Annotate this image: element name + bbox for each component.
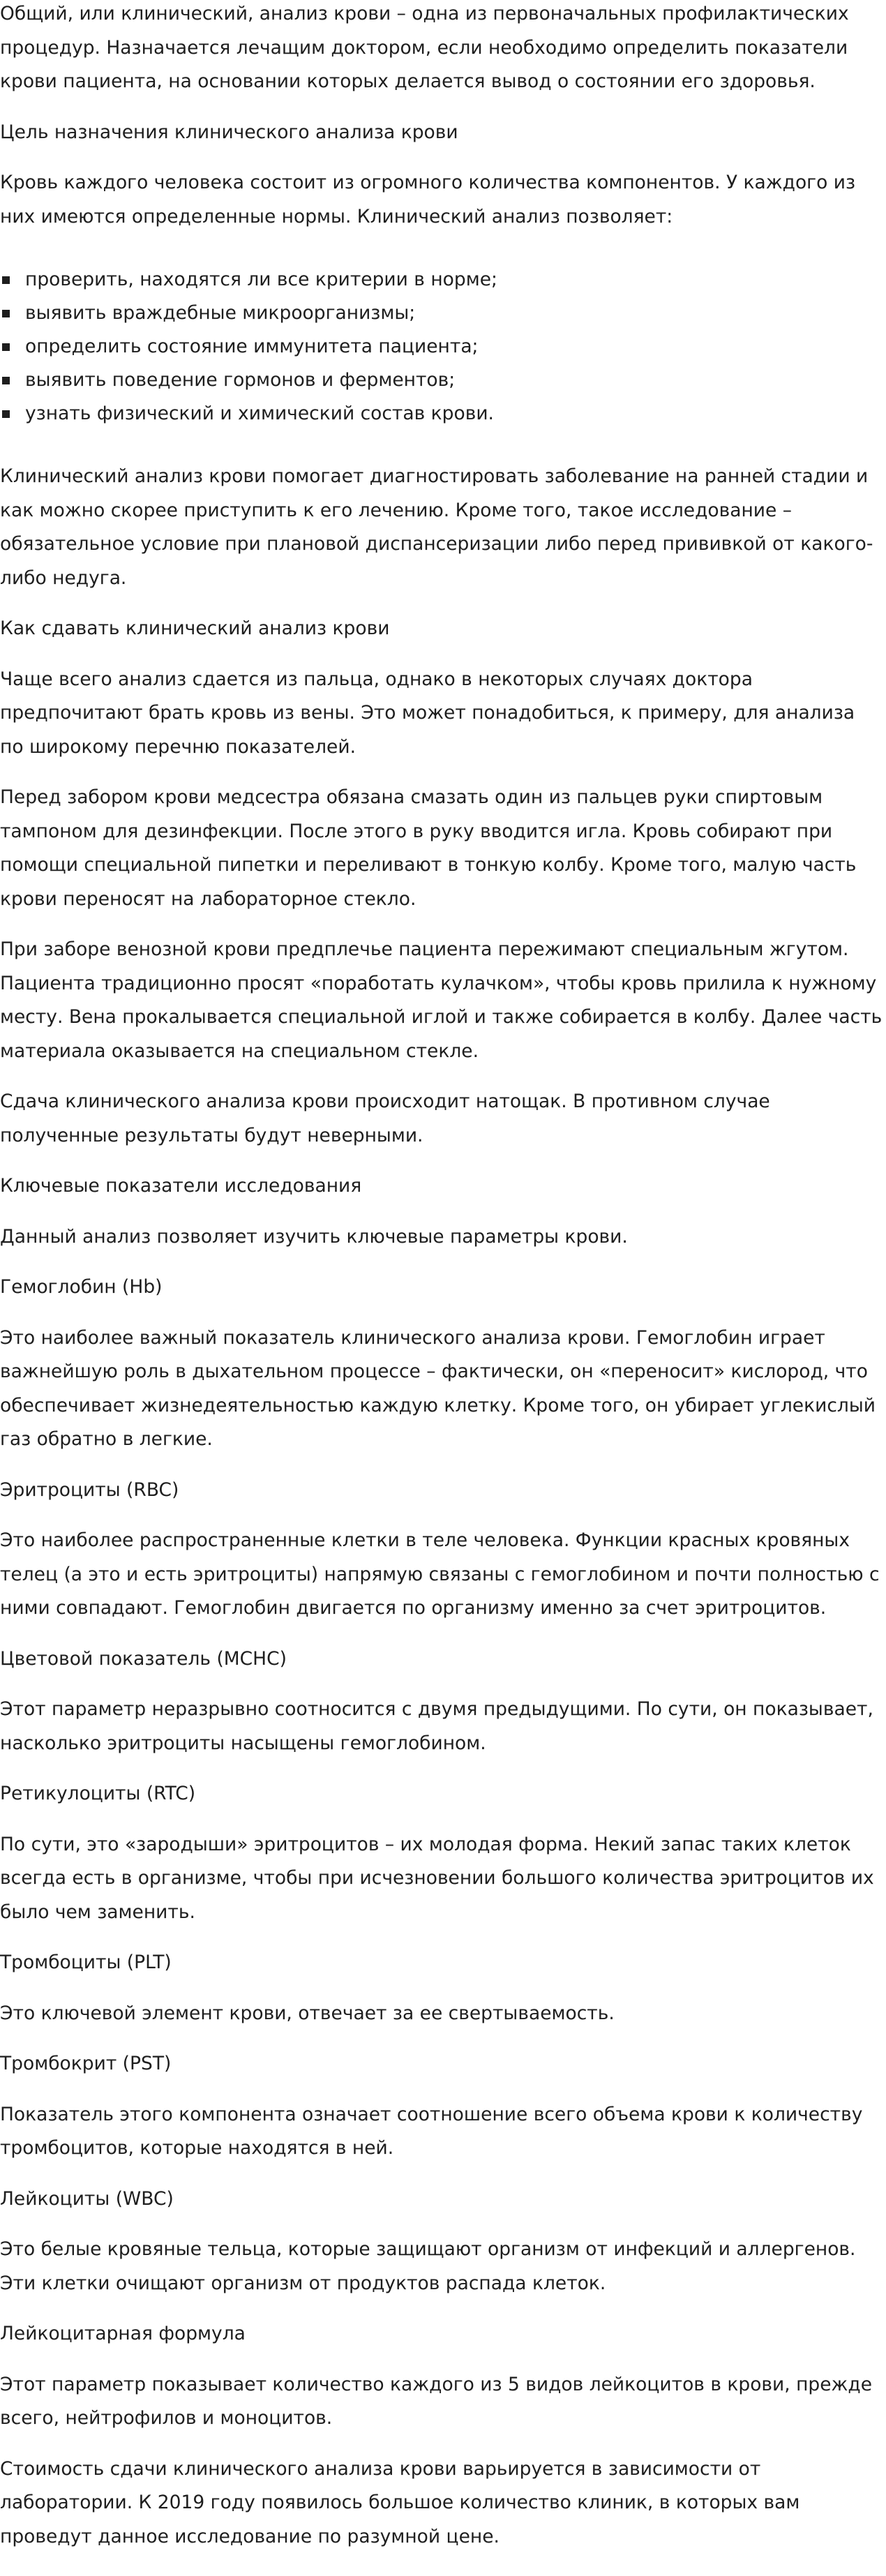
section-heading-howto: Как сдавать клинический анализ крови [0,617,390,639]
bullet-icon [2,343,10,351]
list-item-text: определить состояние иммунитета пациента; [25,336,479,357]
indicator-heading-rtc: Ретикулоциты (RTC) [0,1783,196,1804]
indicator-text-plt: Это ключевой элемент крови, отвечает за ее свертываемость. [0,2002,615,2024]
list-item [0,297,883,330]
indicator-text-pst: Показатель этого компонента означает соотношение всего объема крови к количеству тромбоцитов, которые находятся в ней. [0,2103,863,2159]
indicator-heading-wbc: Лейкоциты (WBC) [0,2187,174,2210]
bullet-icon [2,276,10,284]
howto-paragraph: Чаще всего анализ сдается из пальца, однако в некоторых случаях доктора предпочитают брать кровь из вены. Это может понадобиться, к примеру, для анализа по широкому перечню показателей. [0,668,855,758]
list-item [0,263,883,297]
howto-paragraph: Сдача клинического анализа крови происходит натощак. В противном случае полученные результаты будут неверными. [0,1091,770,1146]
list-item-text: выявить поведение гормонов и ферментов; [25,369,456,391]
outro-paragraph: Стоимость сдачи клинического анализа крови варьируется в зависимости от лаборатории. К 2019 году появилось большое количество клиник, в которых вам проведут данное исследование по разумной цене. [0,2457,800,2547]
indicator-heading-hb: Гемоглобин (Hb) [0,1276,163,1298]
list-item-text: выявить враждебные микроорганизмы; [25,302,416,324]
purpose-paragraph: Кровь каждого человека состоит из огромного количества компонентов. У каждого из них имеются определенные нормы. Клинический анализ позволяет: [0,172,856,227]
list-item [0,397,883,430]
list-item-text: проверить, находятся ли все критерии в норме; [25,269,497,290]
indicator-text-rbc: Это наиболее распространенные клетки в теле человека. Функции красных кровяных телец (а это и есть эритроциты) напрямую связаны с гемоглобином и почти полностью с ними совпадают. Гемоглобин двигается по организму именно за счет эритроцитов. [0,1529,880,1619]
indicator-text-hb: Это наиболее важный показатель клинического анализа крови. Гемоглобин играет важнейшую роль в дыхательном процессе – фактически, он «переносит» кислород, что обеспечивает жизнедеятельностью каждую клетку. Кроме того, он убирает углекислый газ обратно в легкие. [0,1326,876,1450]
bullet-icon [2,410,10,418]
indicator-heading-pst: Тромбокрит (PST) [0,2053,172,2074]
purpose-after-paragraph: Клинический анализ крови помогает диагностировать заболевание на ранней стадии и как можно скорее приступить к его лечению. Кроме того, такое исследование – обязательное условие при плановой диспансеризации либо перед прививкой от какого-либо недуга. [0,465,873,589]
indicator-text-formula: Этот параметр показывает количество каждого из 5 видов лейкоцитов в крови, прежде всего, нейтрофилов и моноцитов. [0,2373,873,2429]
indicator-heading-formula: Лейкоцитарная формула [0,2323,246,2344]
howto-paragraph: При заборе венозной крови предплечье пациента пережимают специальным жгутом. Пациента традиционно просят «поработать кулачком», чтобы кровь прилила к нужному месту. Вена прокалывается специальной иглой и также собирается в колбу. Далее часть материала оказывается на специальном стекле. [0,938,883,1062]
indicator-heading-rbc: Эритроциты (RBC) [0,1478,179,1501]
indicator-heading-mchc: Цветовой показатель (MCHC) [0,1647,287,1670]
section-heading-indicators: Ключевые показатели исследования [0,1175,362,1197]
intro-paragraph: Общий, или клинический, анализ крови – одна из первоначальных профилактических процедур. Назначается лечащим доктором, если необходимо определить показатели крови пациента, на основании которых делается вывод о состоянии его здоровья. [0,3,849,92]
indicator-heading-plt: Тромбоциты (PLT) [0,1952,172,1973]
section-heading-purpose: Цель назначения клинического анализа крови [0,121,458,143]
list-item [0,364,883,397]
indicator-text-mchc: Этот параметр неразрывно соотносится с двумя предыдущими. По сути, он показывает, насколько эритроциты насыщены гемоглобином. [0,1698,873,1754]
list-item-text: узнать физический и химический состав крови. [25,403,494,424]
indicator-text-rtc: По сути, это «зародыши» эритроцитов – их молодая форма. Некий запас таких клеток всегда есть в организме, чтобы при исчезновении большого количества эритроцитов их было чем заменить. [0,1833,874,1923]
purpose-list [0,263,883,430]
indicators-paragraph: Данный анализ позволяет изучить ключевые параметры крови. [0,1225,628,1248]
bullet-icon [2,310,10,317]
bullet-icon [2,377,10,384]
list-item [0,330,883,364]
howto-paragraph: Перед забором крови медсестра обязана смазать один из пальцев руки спиртовым тампоном для дезинфекции. После этого в руку вводится игла. Кровь собирают при помощи специальной пипетки и переливают в тонкую колбу. Кроме того, малую часть крови переносят на лабораторное стекло. [0,786,857,910]
indicator-text-wbc: Это белые кровяные тельца, которые защищают организм от инфекций и аллергенов. Эти клетки очищают организм от продуктов распада клеток. [0,2238,856,2294]
